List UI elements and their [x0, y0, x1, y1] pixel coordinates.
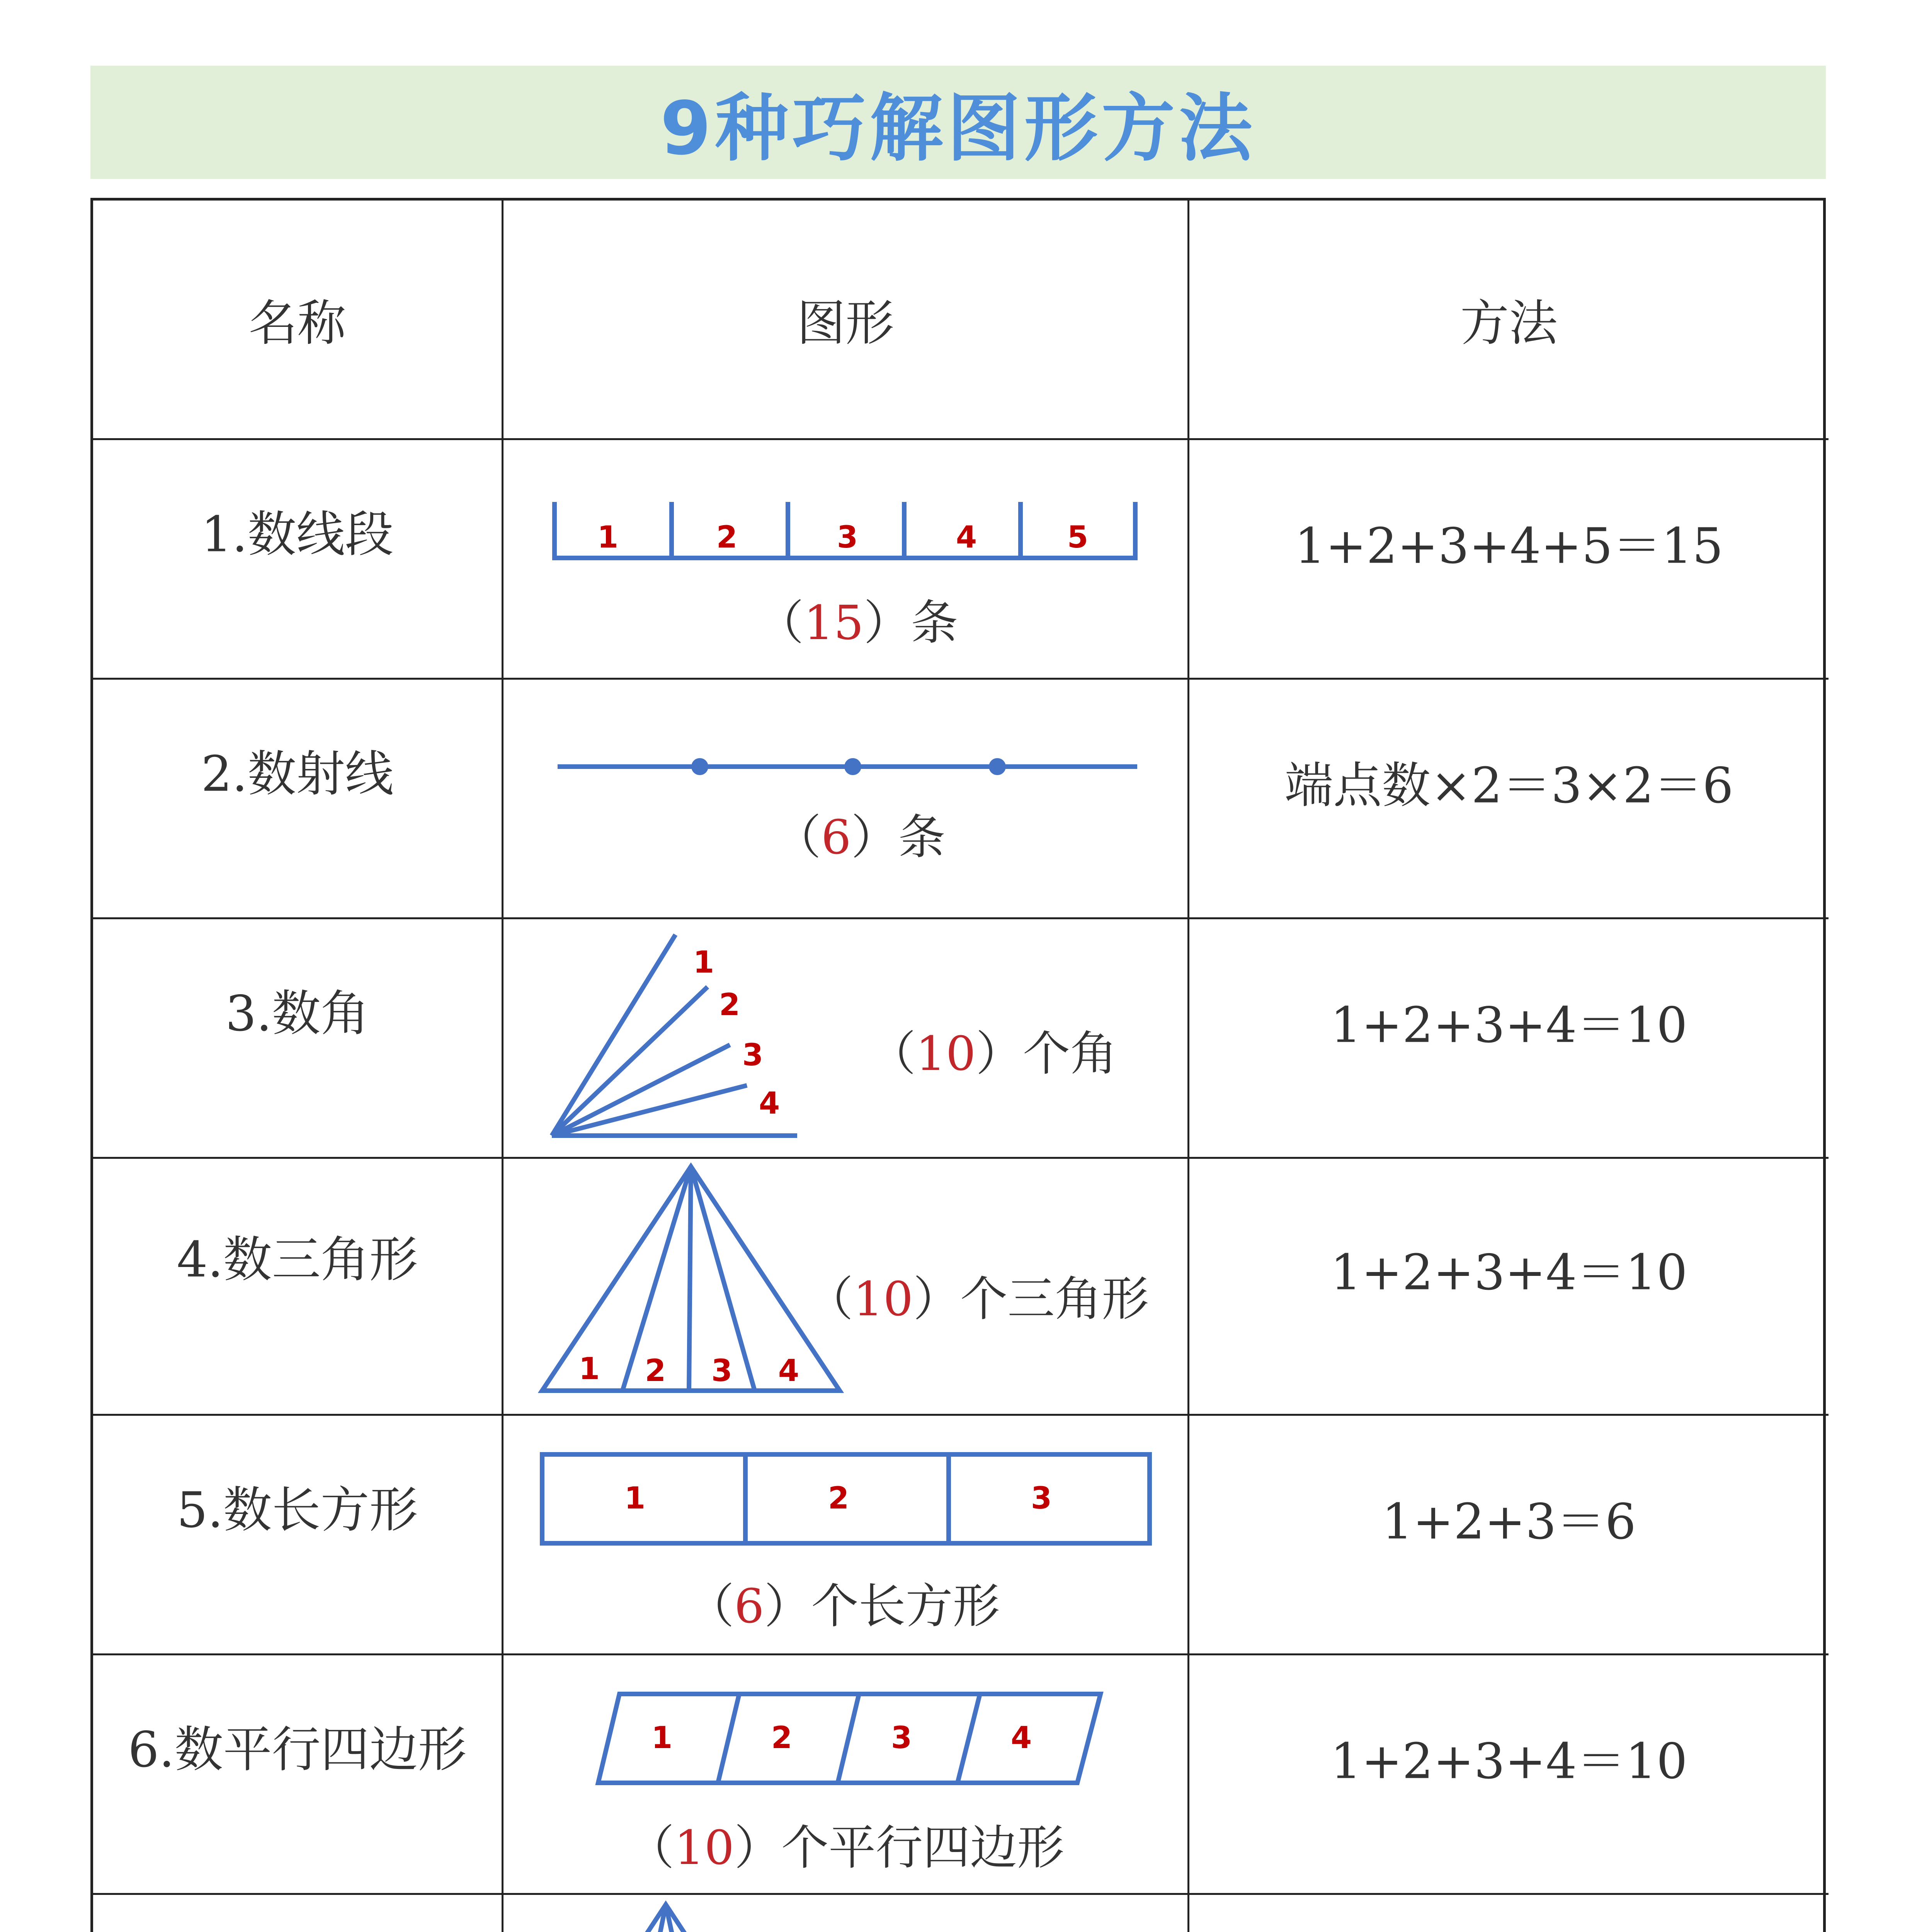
figure-caption: （6）个长方形 [687, 1579, 1000, 1634]
figure-caption: （10）个三角形 [806, 1272, 1149, 1327]
row-figure-cell [503, 1159, 1189, 1416]
row-name-cell [93, 440, 503, 680]
title-banner [90, 66, 1826, 179]
triangle-label: 3 [711, 1354, 733, 1388]
header-name-cell [93, 201, 503, 440]
header-figure-cell [503, 201, 1189, 440]
page-title: 9种巧解图形方法 [660, 86, 1256, 171]
row-method-cell [1189, 680, 1829, 919]
row-name-cell [93, 1416, 503, 1655]
angle-label: 3 [742, 1038, 764, 1073]
parallelogram-label: 4 [1010, 1721, 1032, 1755]
row-method-cell [1189, 440, 1829, 680]
row-name-cell [93, 1655, 503, 1895]
parallelogram-label: 3 [891, 1721, 912, 1755]
row-name-cell [93, 919, 503, 1159]
figure-caption: （10）个角 [869, 1026, 1118, 1081]
figure-caption: （6）条 [774, 810, 946, 865]
header-figure: 图形 [797, 295, 894, 352]
row-method: 1+2+3+4+5＝15 [1294, 517, 1723, 575]
segment-label: 5 [1067, 520, 1089, 555]
row-figure-cell [503, 1895, 1189, 1932]
angle-label: 4 [759, 1086, 780, 1121]
rectangle-label: 1 [624, 1481, 646, 1516]
rectangle-label: 2 [828, 1481, 849, 1516]
row-name-cell [93, 1895, 503, 1932]
methods-table [90, 198, 1826, 1932]
row-name: 6.数平行四边形 [128, 1721, 467, 1778]
header-method-cell [1189, 201, 1829, 440]
row-method-cell [1189, 1895, 1829, 1932]
segment-label: 4 [956, 520, 977, 555]
ray-figure [503, 680, 1189, 917]
row-method: 端点数×2＝3×2＝6 [1284, 757, 1733, 814]
rectangle-label: 3 [1031, 1481, 1052, 1516]
row-method: 1+2+3+4＝10 [1330, 1733, 1687, 1790]
row-name: 3.数角 [225, 985, 369, 1042]
row-figure-cell [503, 919, 1189, 1159]
row-method: 1+2+3＝6 [1382, 1493, 1636, 1550]
row-name-cell [93, 680, 503, 919]
row-method: 1+2+3+4＝10 [1330, 1244, 1687, 1301]
row-figure-cell [503, 440, 1189, 680]
header-name: 名称 [248, 295, 346, 352]
row-name: 1.数线段 [201, 506, 394, 563]
segment-label: 2 [716, 520, 738, 555]
row-name-cell [93, 1159, 503, 1416]
figure-caption: （10）个平行四边形 [627, 1820, 1065, 1875]
row-method-cell [1189, 919, 1829, 1159]
triangle-label: 4 [778, 1354, 799, 1388]
row-figure-cell [503, 1416, 1189, 1655]
row-name: 2.数射线 [201, 745, 394, 803]
angle-label: 1 [693, 945, 714, 980]
angle-label: 2 [719, 988, 740, 1022]
row-figure-cell [503, 1655, 1189, 1895]
row-method-cell [1189, 1159, 1829, 1416]
segment-label: 1 [597, 520, 619, 555]
row-method: 1+2+3+4＝10 [1330, 997, 1687, 1054]
header-method: 方法 [1460, 295, 1558, 352]
parallelogram-label: 2 [771, 1721, 793, 1755]
row-name: 5.数长方形 [177, 1481, 418, 1539]
row-figure-cell [503, 680, 1189, 919]
parallelogram-label: 1 [651, 1721, 673, 1755]
row-method-cell [1189, 1416, 1829, 1655]
row-name: 4.数三角形 [177, 1231, 418, 1288]
row-method-cell [1189, 1655, 1829, 1895]
segment-label: 3 [837, 520, 858, 555]
multilayer-triangle-figure [503, 1895, 1189, 1932]
triangle-label: 1 [578, 1352, 600, 1386]
figure-caption: （15）条 [757, 595, 958, 650]
triangle-label: 2 [645, 1354, 666, 1388]
